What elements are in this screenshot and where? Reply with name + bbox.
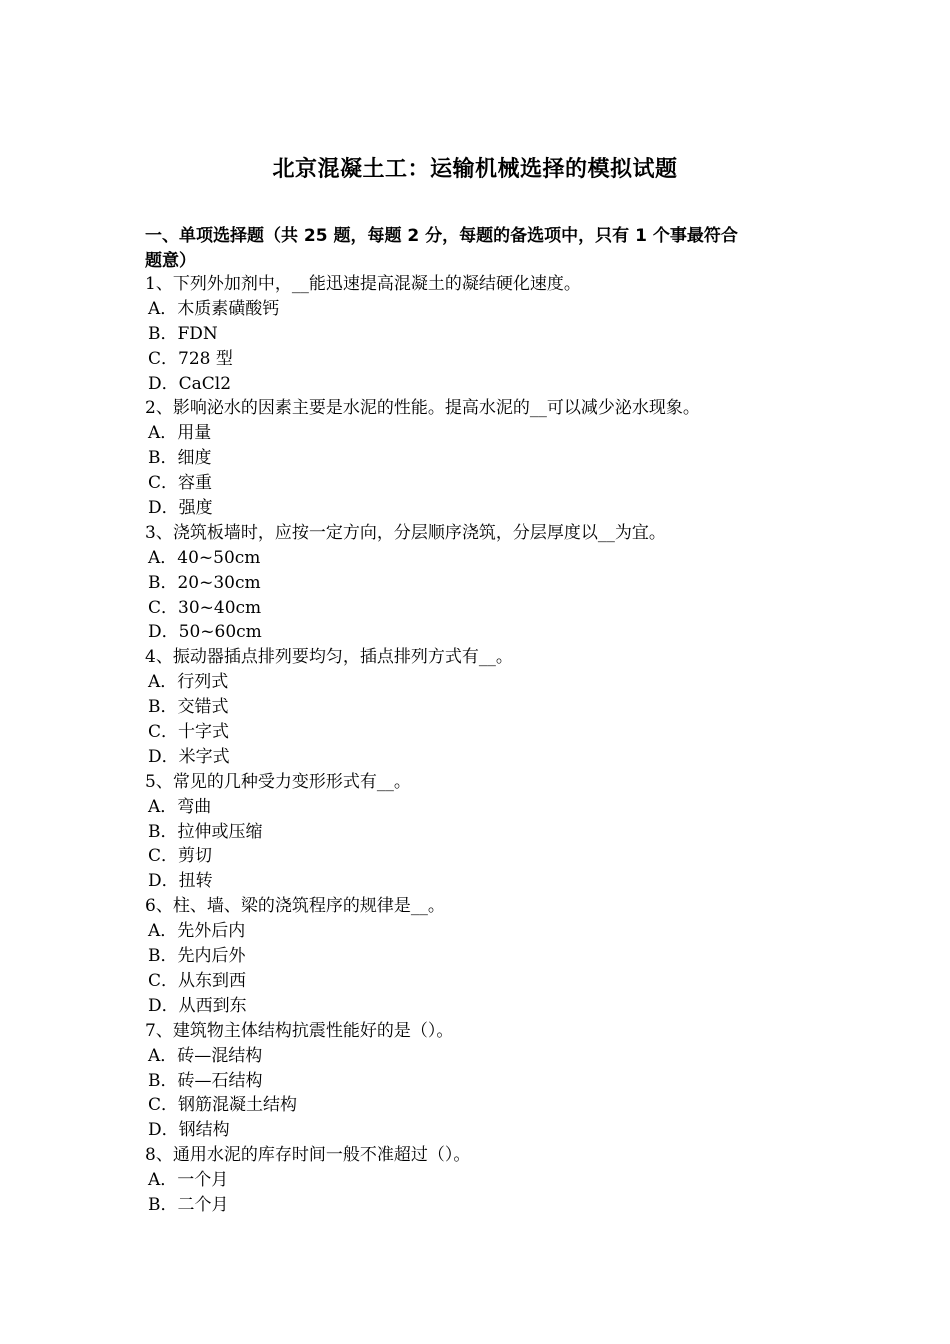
page-title: 北京混凝土工：运输机械选择的模拟试题 [272, 157, 678, 182]
option-d: D．从西到东 [148, 995, 247, 1016]
question-stem: 6、柱、墙、梁的浇筑程序的规律是__。 [145, 896, 445, 917]
option-b: B．交错式 [148, 697, 229, 718]
question-3 [145, 521, 815, 645]
option-b: B．细度 [148, 448, 212, 469]
question-stem: 3、浇筑板墙时，应按一定方向，分层顺序浇筑，分层厚度以__为宜。 [145, 522, 666, 543]
question-6 [145, 894, 815, 1018]
question-list [145, 272, 815, 1218]
option-c: C．30~40cm [148, 597, 262, 618]
option-a: A．一个月 [148, 1170, 229, 1191]
option-c: C．剪切 [148, 846, 213, 867]
question-stem: 5、常见的几种受力变形形式有__。 [145, 771, 411, 792]
option-b: B．砖—石结构 [148, 1070, 263, 1091]
option-c: C．从东到西 [148, 970, 247, 991]
option-d: D．强度 [148, 498, 213, 519]
section-heading-line-2: 题意） [145, 251, 196, 271]
option-a: A．砖—混结构 [148, 1045, 263, 1066]
option-a: A．用量 [148, 423, 212, 444]
question-7 [145, 1019, 815, 1143]
option-d: D．50~60cm [148, 622, 262, 643]
question-stem: 8、通用水泥的库存时间一般不准超过（）。 [145, 1145, 471, 1166]
option-d: D．米字式 [148, 746, 230, 767]
option-c: C．十字式 [148, 722, 230, 743]
option-d: D．扭转 [148, 871, 213, 892]
question-4 [145, 645, 815, 769]
question-1 [145, 272, 815, 396]
option-a: A．40~50cm [148, 547, 261, 568]
option-b: B．先内后外 [148, 946, 246, 967]
option-b: B．拉伸或压缩 [148, 821, 263, 842]
option-a: A．行列式 [148, 672, 229, 693]
question-2 [145, 396, 815, 520]
question-stem: 7、建筑物主体结构抗震性能好的是（）。 [145, 1020, 454, 1041]
section-heading [145, 224, 815, 274]
option-d: D．CaCl2 [148, 373, 232, 394]
option-a: A．弯曲 [148, 796, 212, 817]
option-a: A．先外后内 [148, 921, 246, 942]
question-5 [145, 770, 815, 894]
option-d: D．钢结构 [148, 1120, 230, 1141]
question-stem: 4、振动器插点排列要均匀，插点排列方式有__。 [145, 647, 513, 668]
option-b: B．二个月 [148, 1194, 229, 1215]
question-stem: 1、下列外加剂中，__能迅速提高混凝土的凝结硬化速度。 [145, 274, 581, 294]
option-c: C．728 型 [148, 348, 233, 369]
option-b: B．20~30cm [148, 572, 261, 593]
option-c: C．钢筋混凝土结构 [148, 1095, 298, 1116]
option-b: B．FDN [148, 323, 218, 344]
section-heading-line-1: 一、单项选择题（共 25 题，每题 2 分，每题的备选项中，只有 1 个事最符合 [145, 226, 738, 246]
option-a: A．木质素磺酸钙 [148, 298, 280, 319]
option-c: C．容重 [148, 473, 213, 494]
question-stem: 2、影响泌水的因素主要是水泥的性能。提高水泥的__可以减少泌水现象。 [145, 398, 700, 419]
question-8 [145, 1143, 815, 1218]
